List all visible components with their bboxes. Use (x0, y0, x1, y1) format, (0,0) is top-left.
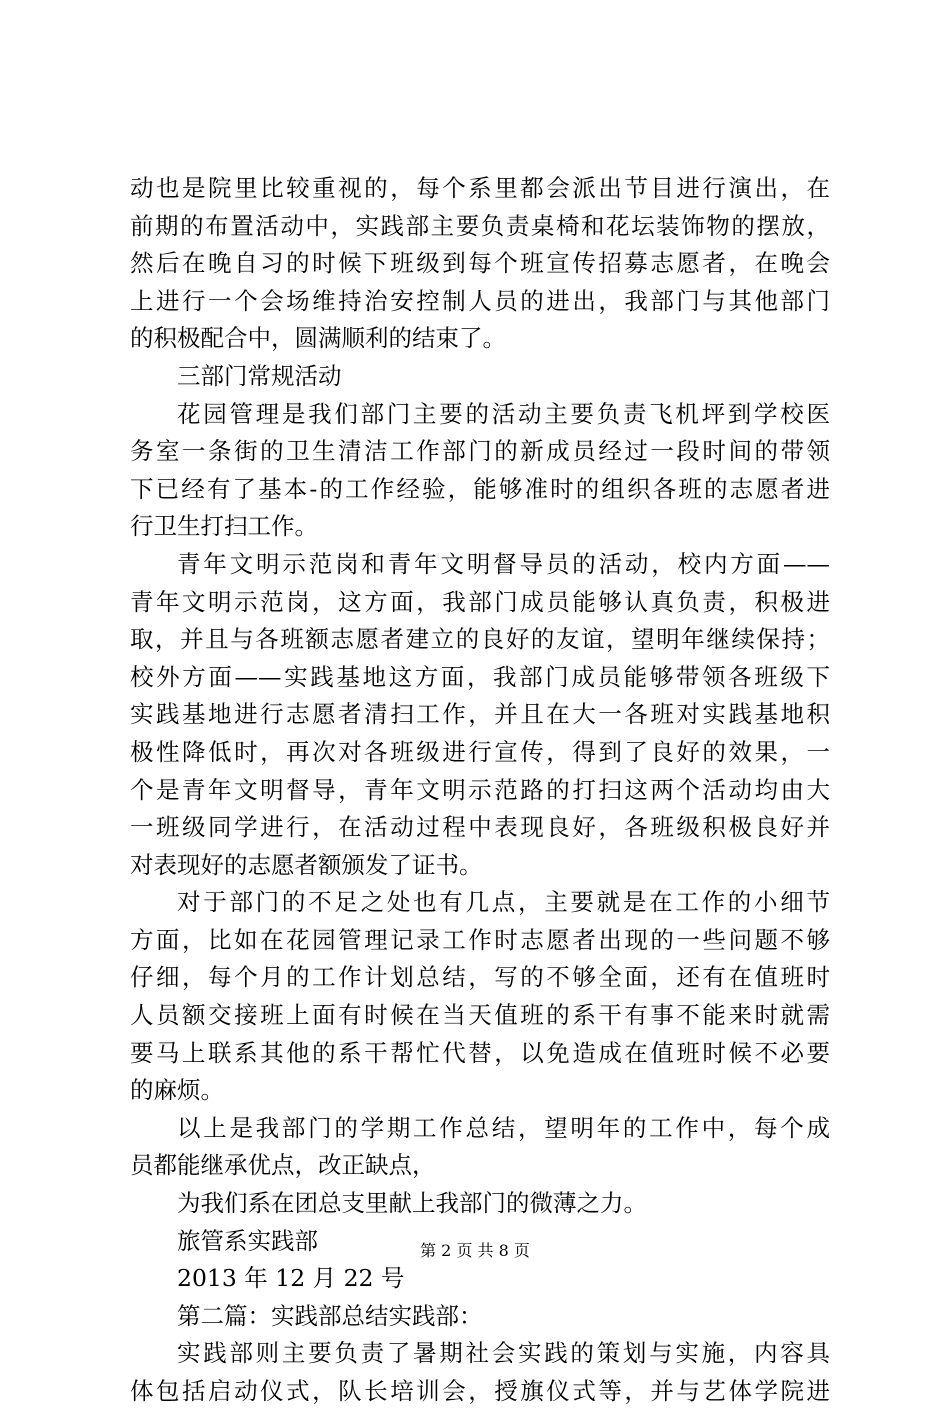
text-line: 方面，比如在花园管理记录工作时志愿者出现的一些问题不够 (130, 925, 830, 954)
text-line: 前期的布置活动中，实践部主要负责桌椅和花坛装饰物的摆放， (130, 211, 830, 240)
text-line: 上进行一个会场维持治安控制人员的进出，我部门与其他部门 (130, 286, 830, 315)
text-line: 的积极配合中，圆满顺利的结束了。 (130, 324, 506, 353)
signature-department: 旅管系实践部 (177, 1226, 318, 1255)
text-line: 的麻烦。 (130, 1076, 224, 1105)
document-body (130, 170, 830, 1411)
text-line: 以上是我部门的学期工作总结，望明年的工作中，每个成 (177, 1113, 830, 1142)
text-line: 青年文明示范岗和青年文明督导员的活动，校内方面—— (177, 549, 830, 578)
text-line: 青年文明示范岗，这方面，我部门成员能够认真负责，积极进 (130, 587, 830, 616)
text-line: 取，并且与各班额志愿者建立的良好的友谊，望明年继续保持； (130, 625, 830, 654)
signature-date: 2013 年 12 月 22 号 (177, 1264, 405, 1293)
text-line: 对于部门的不足之处也有几点，主要就是在工作的小细节 (177, 888, 830, 917)
text-line: 员都能继承优点，改正缺点， (130, 1151, 436, 1180)
text-line: 人员额交接班上面有时候在当天值班的系干有事不能来时就需 (130, 1001, 830, 1030)
text-line: 然后在晚自习的时候下班级到每个班宣传招募志愿者，在晚会 (130, 249, 830, 278)
section-heading: 三部门常规活动 (177, 361, 342, 390)
text-line: 仔细，每个月的工作计划总结，写的不够全面，还有在值班时 (130, 963, 830, 992)
text-line: 极性降低时，再次对各班级进行宣传，得到了良好的效果，一 (130, 737, 830, 766)
text-line: 务室一条街的卫生清洁工作部门的新成员经过一段时间的带领 (130, 437, 830, 466)
section-heading: 第二篇：实践部总结实践部： (177, 1301, 483, 1330)
text-line: 要马上联系其他的系干帮忙代替，以免造成在值班时候不必要 (130, 1038, 830, 1067)
text-line: 个是青年文明督导，青年文明示范路的打扫这两个活动均由大 (130, 775, 830, 804)
text-line: 一班级同学进行，在活动过程中表现良好，各班级积极良好并 (130, 813, 830, 842)
text-line: 行卫生打扫工作。 (130, 512, 318, 541)
text-line: 下已经有了基本-的工作经验，能够准时的组织各班的志愿者进 (130, 474, 830, 503)
text-line: 校外方面——实践基地这方面，我部门成员能够带领各班级下 (130, 662, 830, 691)
text-line: 对表现好的志愿者额颁发了证书。 (130, 850, 483, 879)
text-line: 体包括启动仪式，队长培训会，授旗仪式等，并与艺体学院进 (130, 1377, 830, 1405)
text-line: 实践部则主要负责了暑期社会实践的策划与实施，内容具 (177, 1339, 830, 1368)
text-line: 花园管理是我们部门主要的活动主要负责飞机坪到学校医 (177, 399, 830, 428)
page-number-footer: 第 2 页 共 8 页 (420, 1241, 530, 1260)
text-line: 动也是院里比较重视的，每个系里都会派出节目进行演出，在 (130, 174, 830, 202)
text-line: 实践基地进行志愿者清扫工作，并且在大一各班对实践基地积 (130, 700, 830, 729)
text-line: 为我们系在团总支里献上我部门的微薄之力。 (177, 1189, 647, 1218)
